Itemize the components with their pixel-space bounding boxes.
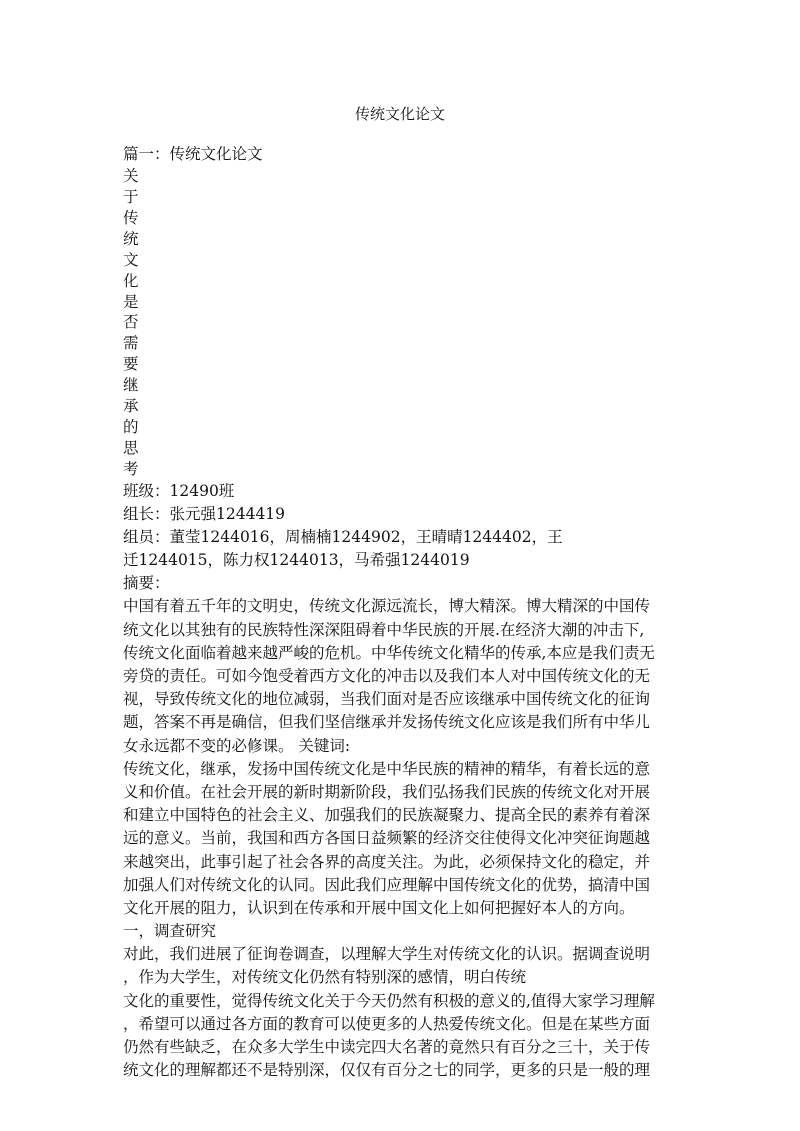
keywords-line: 义和价值。在社会开展的新时期新阶段，我们弘扬我们民族的传统文化对开展 (123, 782, 651, 801)
members-line: 迁1244015，陈力权1244013，马希强1244019 (123, 551, 470, 570)
survey-line: 仍然有些缺乏，在众多大学生中读完四大名著的竟然只有百分之三十，关于传 (123, 1038, 651, 1057)
vertical-title-char: 考 (123, 459, 139, 478)
vertical-title-char: 否 (123, 313, 139, 332)
abstract-line: 题，答案不再是确信，但我们坚信继承并发扬传统文化应该是我们所有中华儿 (123, 713, 651, 732)
abstract-line: 统文化以其独有的民族特性深深阻碍着中华民族的开展.在经济大潮的冲击下, (123, 620, 645, 639)
vertical-title-char: 关 (123, 167, 139, 186)
survey-line: 对此，我们进展了征询卷调查，以理解大学生对传统文化的认识。据调查说明 (123, 945, 651, 964)
document-body (123, 143, 683, 1082)
abstract-line: 中国有着五千年的文明史，传统文化源远流长，博大精深。博大精深的中国传 (123, 597, 651, 616)
vertical-title-char: 是 (123, 292, 139, 311)
abstract-line: 女永远都不变的必修课。 关键词: (123, 736, 351, 755)
vertical-title-char: 于 (123, 188, 139, 207)
vertical-title-char: 要 (123, 355, 139, 374)
abstract-line: 传统文化面临着越来越严峻的危机。中华传统文化精华的传承,本应是我们责无 (123, 643, 655, 662)
vertical-title-char: 继 (123, 376, 139, 395)
abstract-label: 摘要： (123, 574, 170, 593)
leader-line: 组长：张元强1244419 (123, 504, 286, 523)
section-heading: 篇一：传统文化论文 (123, 145, 263, 163)
class-line: 班级：12490班 (123, 481, 235, 500)
vertical-title-char: 思 (123, 438, 139, 457)
vertical-title-char: 化 (123, 271, 139, 290)
vertical-title-char: 承 (123, 396, 139, 415)
page-title: 传统文化论文 (354, 105, 445, 123)
survey-paragraph (123, 943, 683, 1082)
vertical-title-char: 文 (123, 250, 139, 269)
survey-line: ，作为大学生，对传统文化仍然有特别深的感情，明白传统 (123, 968, 527, 987)
vertical-title-char: 统 (123, 229, 139, 248)
vertical-title-char: 的 (123, 417, 139, 436)
survey-line: 统文化的理解都还不是特别深，仅仅有百分之七的同学，更多的只是一般的理 (123, 1061, 651, 1080)
vertical-title (123, 166, 683, 479)
keywords-line: 和建立中国特色的社会主义、加强我们的民族凝聚力、提高全民的素养有着深 (123, 806, 651, 825)
keywords-paragraph (123, 758, 683, 920)
survey-line: ，希望可以通过各方面的教育可以使更多的人热爱传统文化。但是在某些方面 (123, 1014, 651, 1033)
abstract-paragraph (123, 595, 683, 757)
keywords-line: 远的意义。当前，我国和西方各国日益频繁的经济交往使得文化冲突征询题越 (123, 829, 651, 848)
survey-heading: 一，调查研究 (123, 922, 217, 941)
keywords-line: 加强人们对传统文化的认同。因此我们应理解中国传统文化的优势，搞清中国 (123, 875, 651, 894)
keywords-line: 文化开展的阻力，认识到在传承和开展中国文化上如何把握好本人的方向。 (123, 898, 635, 917)
survey-line: 文化的重要性，觉得传统文化关于今天仍然有积极的意义的,值得大家学习理解 (123, 991, 655, 1010)
abstract-line: 视，导致传统文化的地位减弱，当我们面对是否应该继承中国传统文化的征询 (123, 690, 651, 709)
abstract-line: 旁贷的责任。可如今饱受着西方文化的冲击以及我们本人对中国传统文化的无 (123, 667, 651, 686)
vertical-title-char: 传 (123, 208, 139, 227)
keywords-line: 来越突出，此事引起了社会各界的高度关注。为此，必须保持文化的稳定，并 (123, 852, 651, 871)
keywords-line: 传统文化，继承，发扬中国传统文化是中华民族的精神的精华，有着长远的意 (123, 759, 651, 778)
vertical-title-char: 需 (123, 334, 139, 353)
members-line: 组员：董莹1244016，周楠楠1244902，王晴晴1244402，王 (123, 527, 563, 546)
